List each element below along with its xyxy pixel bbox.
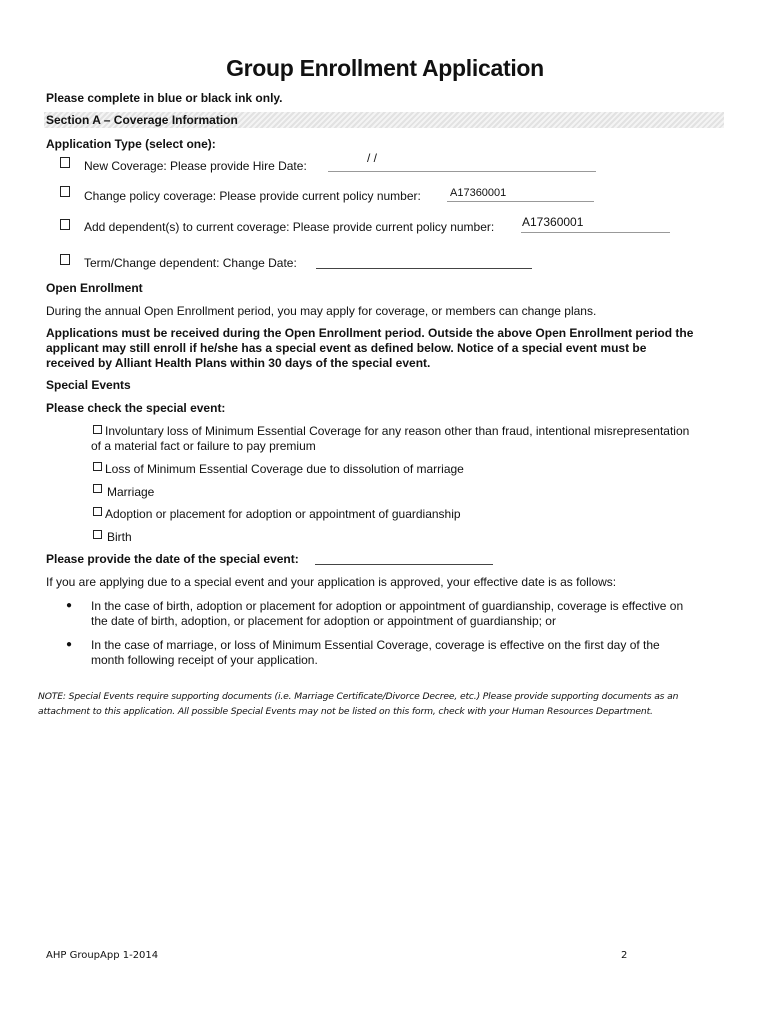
section-a-title: Section A – Coverage Information [46,113,238,127]
special-event-date-field[interactable] [315,564,493,565]
form-code: AHP GroupApp 1-2014 [46,950,159,961]
section-a-header [44,112,724,128]
involuntary-loss-label: Involuntary loss of Minimum Essential Coverage for any reason other than fraud, intentional misrepresentation [105,424,690,438]
application-type-heading: Application Type (select one): [46,137,216,151]
hire-date-field[interactable] [328,171,596,172]
new-coverage-label: New Coverage: Please provide Hire Date: [84,159,307,173]
dissolution-of-marriage-checkbox[interactable] [93,462,102,471]
page-title: Group Enrollment Application [226,55,544,81]
supporting-documents-note: NOTE: Special Events require supporting documents (i.e. Marriage Certificate/Divorce Decree, etc.) Please provide supporting documents as an [38,691,679,702]
add-dependent-policy-number-field[interactable] [521,232,670,233]
hire-date-value: / / [367,151,378,165]
marriage-label: Marriage [107,485,155,499]
open-enrollment-rule-line: applicant may still enroll if he/she has a special event as defined below. Notice of a special event must be [46,341,647,355]
adoption-checkbox[interactable] [93,507,102,516]
birth-checkbox[interactable] [93,530,102,539]
change-policy-label: Change policy coverage: Please provide current policy number: [84,189,421,203]
add-dependent-checkbox[interactable] [60,219,70,230]
open-enrollment-text: During the annual Open Enrollment period, you may apply for coverage, or members can change plans. [46,304,597,318]
effective-date-bullet-marriage: In the case of marriage, or loss of Minimum Essential Coverage, coverage is effective on the first day of the [91,638,660,652]
add-dependent-label: Add dependent(s) to current coverage: Please provide current policy number: [84,220,495,234]
adoption-label: Adoption or placement for adoption or appointment of guardianship [105,507,461,521]
open-enrollment-rule-line: Applications must be received during the Open Enrollment period. Outside the above Open Enrollment period the [46,326,694,340]
open-enrollment-heading: Open Enrollment [46,281,143,295]
marriage-checkbox[interactable] [93,484,102,493]
dissolution-of-marriage-label: Loss of Minimum Essential Coverage due to dissolution of marriage [105,462,464,476]
involuntary-loss-checkbox[interactable] [93,425,102,434]
change-policy-number-field[interactable] [447,201,594,202]
page-number: 2 [621,950,628,961]
term-change-label: Term/Change dependent: Change Date: [84,256,297,270]
change-policy-number-value: A17360001 [450,187,507,199]
involuntary-loss-label-continued: of a material fact or failure to pay premium [91,439,316,453]
supporting-documents-note-continued: attachment to this application. All possible Special Events may not be listed on this form, check with your Human Resources Department. [38,706,653,717]
effective-date-bullet-marriage-continued: month following receipt of your application. [91,653,318,667]
special-event-date-label: Please provide the date of the special event: [46,552,299,566]
term-change-checkbox[interactable] [60,254,70,265]
bullet-marker: ● [66,600,73,611]
effective-date-intro: If you are applying due to a special event and your application is approved, your effective date is as follows: [46,575,617,589]
change-date-field[interactable] [316,268,532,269]
add-dependent-policy-number-value: A17360001 [522,215,584,229]
ink-instruction: Please complete in blue or black ink only. [46,91,283,105]
special-events-heading: Special Events [46,378,131,392]
bullet-marker: ● [66,639,73,650]
birth-label: Birth [107,530,132,544]
open-enrollment-rule-line: received by Alliant Health Plans within 30 days of the special event. [46,356,431,370]
new-coverage-checkbox[interactable] [60,157,70,168]
effective-date-bullet-birth-continued: the date of birth, adoption, or placement for adoption or appointment of guardianship; or [91,614,556,628]
change-policy-checkbox[interactable] [60,186,70,197]
special-events-check-heading: Please check the special event: [46,401,226,415]
effective-date-bullet-birth: In the case of birth, adoption or placement for adoption or appointment of guardianship, coverage is effective on [91,599,684,613]
